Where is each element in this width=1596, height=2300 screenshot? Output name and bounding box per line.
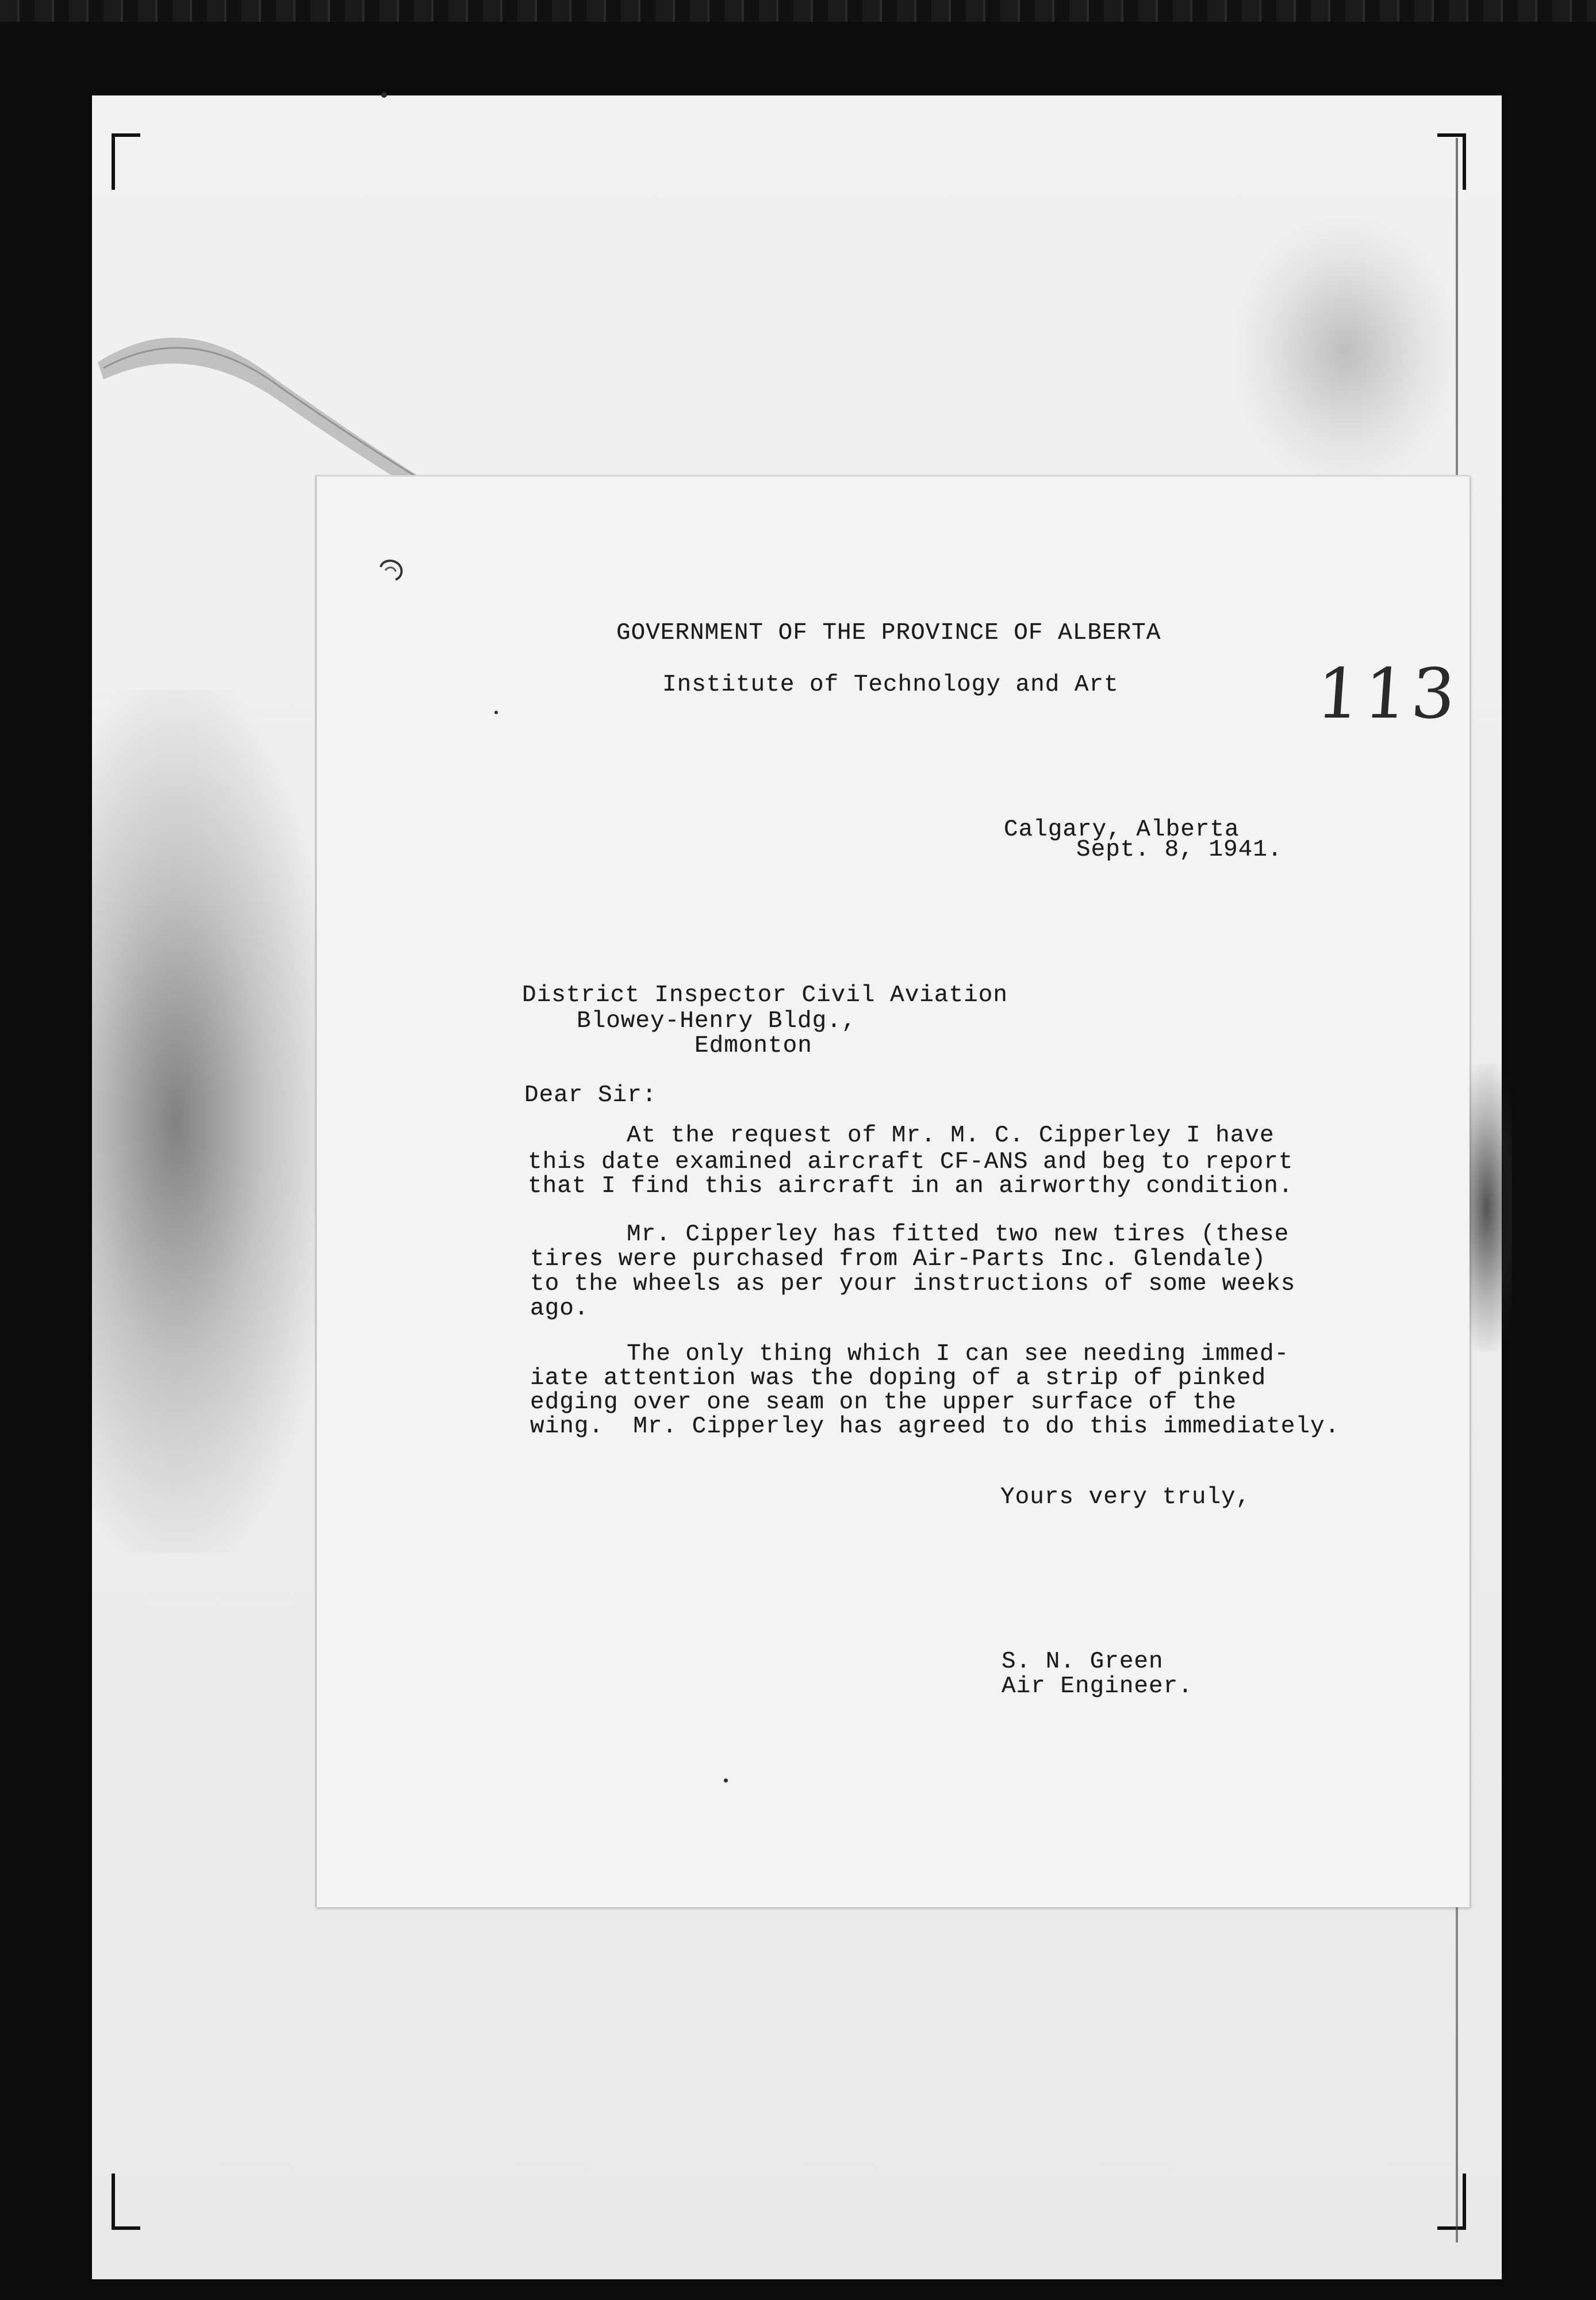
- place-line: Calgary, Alberta: [1004, 816, 1240, 843]
- letterhead-line-1: GOVERNMENT OF THE PROVINCE OF ALBERTA: [616, 620, 1161, 646]
- paragraph-2-line-4: ago.: [530, 1295, 589, 1322]
- recipient-line-2: Blowey-Henry Bldg.,: [577, 1008, 857, 1034]
- handwritten-page-number: 113: [1314, 654, 1461, 734]
- closing: Yours very truly,: [1000, 1484, 1251, 1511]
- paragraph-1-line-1: At the request of Mr. M. C. Cipperley I have: [627, 1122, 1275, 1149]
- scan-speck: [381, 92, 387, 98]
- scan-shadow: [92, 690, 333, 1552]
- scan-smudge: [1236, 218, 1455, 483]
- letterhead-line-2: Institute of Technology and Art: [662, 672, 1119, 698]
- scan-speck: [724, 1778, 728, 1782]
- film-edge: [0, 0, 1596, 22]
- paragraph-3-line-1: The only thing which I can see needing immed-: [627, 1341, 1290, 1367]
- paragraph-1-line-2: this date examined aircraft CF-ANS and beg to report: [528, 1149, 1294, 1175]
- signer-title: Air Engineer.: [1002, 1673, 1193, 1700]
- crop-mark-bottom-right: [1437, 2174, 1466, 2230]
- recipient-line-3: Edmonton: [695, 1033, 812, 1059]
- paragraph-1-line-3: that I find this aircraft in an airworthy condition.: [528, 1173, 1294, 1199]
- paper-clip-mark: [375, 555, 415, 590]
- paragraph-2-line-1: Mr. Cipperley has fitted two new tires (these: [627, 1221, 1290, 1248]
- paragraph-3-line-2: iate attention was the doping of a strip of pinked: [530, 1365, 1267, 1392]
- recipient-line-1: District Inspector Civil Aviation: [522, 982, 1008, 1009]
- signer-name: S. N. Green: [1002, 1649, 1164, 1675]
- paragraph-3-line-4: wing. Mr. Cipperley has agreed to do this immediately.: [530, 1413, 1340, 1440]
- crop-mark-top-right: [1437, 133, 1466, 190]
- paragraph-2-line-3: to the wheels as per your instructions of some weeks: [530, 1271, 1296, 1297]
- paragraph-3-line-3: edging over one seam on the upper surface of the: [530, 1389, 1237, 1416]
- crop-mark-bottom-left: [112, 2174, 140, 2230]
- paragraph-2-line-2: tires were purchased from Air-Parts Inc. Glendale): [530, 1246, 1267, 1272]
- crop-mark-top-left: [112, 133, 140, 190]
- date-line: Sept. 8, 1941.: [1076, 837, 1283, 863]
- salutation: Dear Sir:: [524, 1082, 657, 1109]
- scan-speck: [494, 711, 498, 714]
